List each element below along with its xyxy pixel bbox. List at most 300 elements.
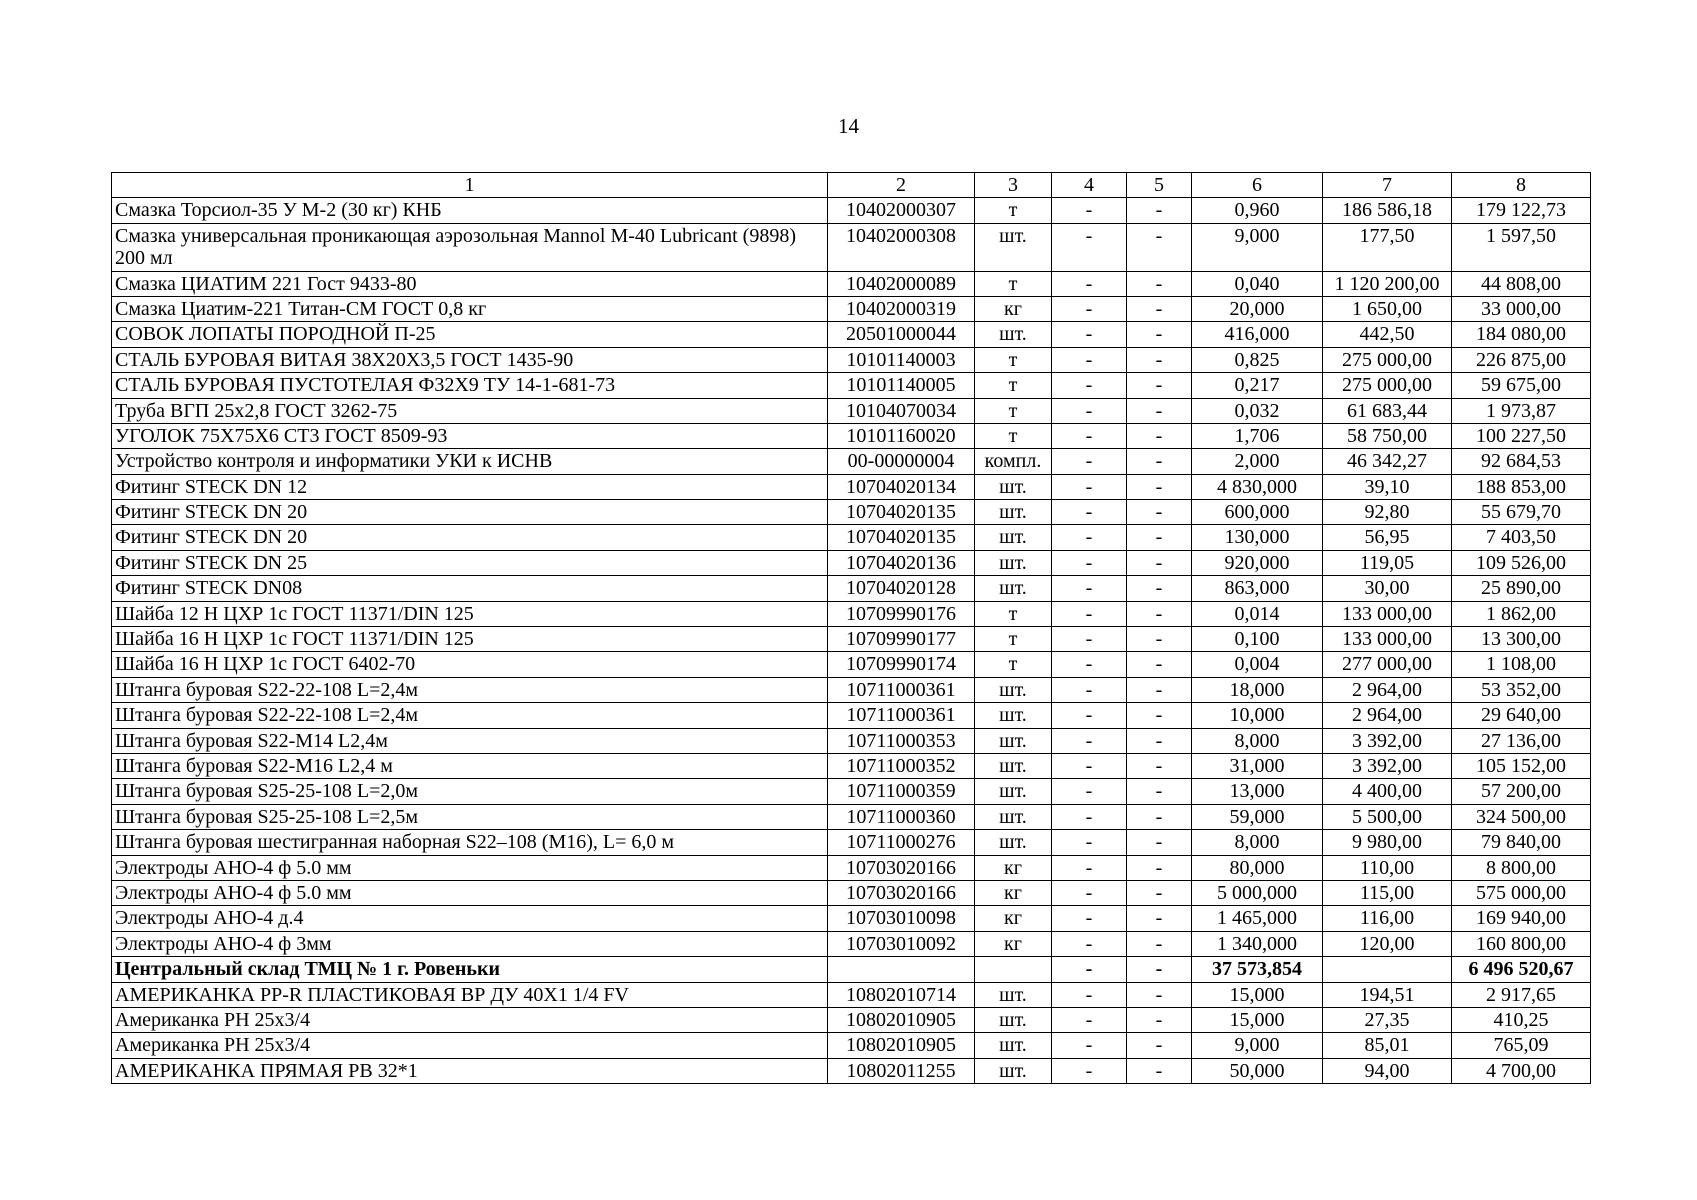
- quantity-cell: 13,000: [1192, 779, 1323, 804]
- column-5-cell: -: [1127, 830, 1192, 855]
- price-cell: 275 000,00: [1323, 373, 1452, 398]
- sum-cell: 179 122,73: [1452, 198, 1591, 223]
- item-code-cell: 10402000319: [828, 296, 975, 321]
- quantity-cell: 10,000: [1192, 703, 1323, 728]
- item-name-cell: Электроды АНО-4 ф 5.0 мм: [112, 855, 828, 880]
- price-cell: 39,10: [1323, 474, 1452, 499]
- item-code-cell: 10709990176: [828, 601, 975, 626]
- column-5-cell: -: [1127, 449, 1192, 474]
- table-row: [112, 296, 1591, 321]
- quantity-cell: 9,000: [1192, 223, 1323, 271]
- item-code-cell: 10704020128: [828, 576, 975, 601]
- item-name-cell: АМЕРИКАНКА PP-R ПЛАСТИКОВАЯ ВР ДУ 40Х1 1/4 FV: [112, 982, 828, 1007]
- column-4-cell: -: [1052, 449, 1127, 474]
- column-number-header: 7: [1323, 173, 1452, 198]
- unit-cell: шт.: [975, 804, 1052, 829]
- column-5-cell: -: [1127, 753, 1192, 778]
- price-cell: 3 392,00: [1323, 728, 1452, 753]
- table-row: [112, 728, 1591, 753]
- table-row: [112, 779, 1591, 804]
- price-cell: 9 980,00: [1323, 830, 1452, 855]
- item-name-cell: Электроды АНО-4 ф 3мм: [112, 931, 828, 956]
- quantity-cell: 31,000: [1192, 753, 1323, 778]
- price-cell: 116,00: [1323, 906, 1452, 931]
- item-name-cell: Штанга буровая S22-22-108 L=2,4м: [112, 703, 828, 728]
- unit-cell: шт.: [975, 703, 1052, 728]
- sum-cell: 1 862,00: [1452, 601, 1591, 626]
- item-code-cell: 10709990174: [828, 652, 975, 677]
- item-name-cell: Шайба 16 Н ЦХР 1с ГОСТ 6402-70: [112, 652, 828, 677]
- column-5-cell: -: [1127, 347, 1192, 372]
- item-name-cell: Штанга буровая S22-22-108 L=2,4м: [112, 677, 828, 702]
- item-name-cell: Фитинг STECK DN 12: [112, 474, 828, 499]
- column-4-cell: -: [1052, 728, 1127, 753]
- sum-cell: 160 800,00: [1452, 931, 1591, 956]
- item-name-cell: АМЕРИКАНКА ПРЯМАЯ РВ 32*1: [112, 1058, 828, 1083]
- price-cell: 115,00: [1323, 880, 1452, 905]
- sum-cell: 57 200,00: [1452, 779, 1591, 804]
- price-cell: 133 000,00: [1323, 627, 1452, 652]
- column-5-cell: -: [1127, 198, 1192, 223]
- item-name-cell: Штанга буровая S25-25-108 L=2,0м: [112, 779, 828, 804]
- column-4-cell: -: [1052, 1007, 1127, 1032]
- column-5-cell: -: [1127, 804, 1192, 829]
- column-4-cell: -: [1052, 627, 1127, 652]
- column-number-header: 5: [1127, 173, 1192, 198]
- column-5-cell: -: [1127, 1058, 1192, 1083]
- item-code-cell: 10402000308: [828, 223, 975, 271]
- column-5-cell: -: [1127, 1007, 1192, 1032]
- item-name-cell: Штанга буровая S22-M16 L2,4 м: [112, 753, 828, 778]
- table-row: [112, 198, 1591, 223]
- column-4-cell: -: [1052, 1033, 1127, 1058]
- table-row: [112, 449, 1591, 474]
- item-name-cell: Труба ВГП 25х2,8 ГОСТ 3262-75: [112, 398, 828, 423]
- page-number: 14: [838, 114, 859, 138]
- sum-cell: 4 700,00: [1452, 1058, 1591, 1083]
- column-5-cell: -: [1127, 550, 1192, 575]
- column-4-cell: -: [1052, 296, 1127, 321]
- column-5-cell: -: [1127, 1033, 1192, 1058]
- unit-cell: т: [975, 398, 1052, 423]
- quantity-cell: 0,825: [1192, 347, 1323, 372]
- unit-cell: т: [975, 652, 1052, 677]
- quantity-cell: 4 830,000: [1192, 474, 1323, 499]
- table-row: [112, 804, 1591, 829]
- price-cell: 27,35: [1323, 1007, 1452, 1032]
- sum-cell: 109 526,00: [1452, 550, 1591, 575]
- column-4-cell: -: [1052, 753, 1127, 778]
- table-row: [112, 753, 1591, 778]
- sum-cell: 92 684,53: [1452, 449, 1591, 474]
- unit-cell: [975, 957, 1052, 982]
- quantity-cell: 59,000: [1192, 804, 1323, 829]
- column-4-cell: -: [1052, 223, 1127, 271]
- column-5-cell: -: [1127, 398, 1192, 423]
- item-code-cell: 10704020135: [828, 525, 975, 550]
- item-code-cell: 10703020166: [828, 880, 975, 905]
- unit-cell: шт.: [975, 322, 1052, 347]
- sum-cell: 324 500,00: [1452, 804, 1591, 829]
- item-code-cell: 10104070034: [828, 398, 975, 423]
- quantity-cell: 37 573,854: [1192, 957, 1323, 982]
- item-name-cell: Смазка ЦИАТИМ 221 Гост 9433-80: [112, 271, 828, 296]
- price-cell: 1 650,00: [1323, 296, 1452, 321]
- column-5-cell: -: [1127, 576, 1192, 601]
- table-row: [112, 830, 1591, 855]
- table-row: [112, 677, 1591, 702]
- price-cell: 61 683,44: [1323, 398, 1452, 423]
- item-code-cell: 10802011255: [828, 1058, 975, 1083]
- item-name-cell: Шайба 16 Н ЦХР 1с ГОСТ 11371/DIN 125: [112, 627, 828, 652]
- column-5-cell: -: [1127, 322, 1192, 347]
- column-5-cell: -: [1127, 601, 1192, 626]
- price-cell: [1323, 957, 1452, 982]
- item-code-cell: 10402000089: [828, 271, 975, 296]
- item-code-cell: 10101140003: [828, 347, 975, 372]
- price-cell: 277 000,00: [1323, 652, 1452, 677]
- item-name-cell: Штанга буровая S22-М14 L2,4м: [112, 728, 828, 753]
- column-4-cell: -: [1052, 779, 1127, 804]
- sum-cell: 25 890,00: [1452, 576, 1591, 601]
- column-5-cell: -: [1127, 982, 1192, 1007]
- item-code-cell: 10802010905: [828, 1007, 975, 1032]
- item-name-cell: СТАЛЬ БУРОВАЯ ПУСТОТЕЛАЯ Ф32Х9 ТУ 14-1-681-73: [112, 373, 828, 398]
- column-5-cell: -: [1127, 525, 1192, 550]
- price-cell: 5 500,00: [1323, 804, 1452, 829]
- price-cell: 194,51: [1323, 982, 1452, 1007]
- item-name-cell: Смазка Торсиол-35 У М-2 (30 кг) КНБ: [112, 198, 828, 223]
- sum-cell: 105 152,00: [1452, 753, 1591, 778]
- column-5-cell: -: [1127, 474, 1192, 499]
- item-code-cell: 10703020166: [828, 855, 975, 880]
- quantity-cell: 0,032: [1192, 398, 1323, 423]
- column-4-cell: -: [1052, 322, 1127, 347]
- column-number-header: 6: [1192, 173, 1323, 198]
- table-row: [112, 627, 1591, 652]
- sum-cell: 6 496 520,67: [1452, 957, 1591, 982]
- sum-cell: 100 227,50: [1452, 423, 1591, 448]
- item-code-cell: 10802010714: [828, 982, 975, 1007]
- item-code-cell: 00-00000004: [828, 449, 975, 474]
- price-cell: 30,00: [1323, 576, 1452, 601]
- item-code-cell: 10704020135: [828, 500, 975, 525]
- column-4-cell: -: [1052, 931, 1127, 956]
- price-cell: 442,50: [1323, 322, 1452, 347]
- column-4-cell: -: [1052, 804, 1127, 829]
- column-4-cell: -: [1052, 982, 1127, 1007]
- price-cell: 2 964,00: [1323, 677, 1452, 702]
- quantity-cell: 1 465,000: [1192, 906, 1323, 931]
- item-code-cell: 20501000044: [828, 322, 975, 347]
- sum-cell: 33 000,00: [1452, 296, 1591, 321]
- sum-cell: 410,25: [1452, 1007, 1591, 1032]
- unit-cell: шт.: [975, 677, 1052, 702]
- item-code-cell: 10704020136: [828, 550, 975, 575]
- price-cell: 58 750,00: [1323, 423, 1452, 448]
- table-row: [112, 223, 1591, 271]
- item-code-cell: 10711000352: [828, 753, 975, 778]
- unit-cell: т: [975, 423, 1052, 448]
- sum-cell: 1 597,50: [1452, 223, 1591, 271]
- price-cell: 94,00: [1323, 1058, 1452, 1083]
- table-row: [112, 931, 1591, 956]
- table-row: [112, 652, 1591, 677]
- price-cell: 177,50: [1323, 223, 1452, 271]
- table-row: [112, 982, 1591, 1007]
- table-row: [112, 855, 1591, 880]
- unit-cell: шт.: [975, 525, 1052, 550]
- unit-cell: компл.: [975, 449, 1052, 474]
- table-row: [112, 906, 1591, 931]
- column-5-cell: -: [1127, 373, 1192, 398]
- quantity-cell: 0,960: [1192, 198, 1323, 223]
- item-code-cell: 10101160020: [828, 423, 975, 448]
- column-5-cell: -: [1127, 500, 1192, 525]
- item-code-cell: 10711000353: [828, 728, 975, 753]
- unit-cell: т: [975, 198, 1052, 223]
- item-name-cell: Смазка универсальная проникающая аэрозольная Mannol M-40 Lubricant (9898) 200 мл: [112, 223, 828, 271]
- unit-cell: шт.: [975, 982, 1052, 1007]
- price-cell: 110,00: [1323, 855, 1452, 880]
- column-4-cell: -: [1052, 576, 1127, 601]
- sum-cell: 1 108,00: [1452, 652, 1591, 677]
- item-name-cell: Штанга буровая шестигранная наборная S22–108 (M16), L= 6,0 м: [112, 830, 828, 855]
- price-cell: 56,95: [1323, 525, 1452, 550]
- sum-cell: 29 640,00: [1452, 703, 1591, 728]
- column-5-cell: -: [1127, 957, 1192, 982]
- column-5-cell: -: [1127, 703, 1192, 728]
- item-name-cell: СОВОК ЛОПАТЫ ПОРОДНОЙ П-25: [112, 322, 828, 347]
- quantity-cell: 8,000: [1192, 728, 1323, 753]
- item-code-cell: 10703010092: [828, 931, 975, 956]
- quantity-cell: 0,100: [1192, 627, 1323, 652]
- column-4-cell: -: [1052, 855, 1127, 880]
- table-row: [112, 347, 1591, 372]
- sum-cell: 27 136,00: [1452, 728, 1591, 753]
- item-name-cell: Фитинг STECK DN08: [112, 576, 828, 601]
- column-4-cell: -: [1052, 703, 1127, 728]
- price-cell: 3 392,00: [1323, 753, 1452, 778]
- column-number-header: 2: [828, 173, 975, 198]
- quantity-cell: 1,706: [1192, 423, 1323, 448]
- unit-cell: т: [975, 373, 1052, 398]
- item-code-cell: [828, 957, 975, 982]
- unit-cell: шт.: [975, 1007, 1052, 1032]
- column-4-cell: -: [1052, 677, 1127, 702]
- column-4-cell: -: [1052, 500, 1127, 525]
- unit-cell: шт.: [975, 1033, 1052, 1058]
- price-cell: 275 000,00: [1323, 347, 1452, 372]
- sum-cell: 7 403,50: [1452, 525, 1591, 550]
- unit-cell: шт.: [975, 1058, 1052, 1083]
- item-name-cell: Штанга буровая S25-25-108 L=2,5м: [112, 804, 828, 829]
- quantity-cell: 2,000: [1192, 449, 1323, 474]
- column-4-cell: -: [1052, 525, 1127, 550]
- quantity-cell: 920,000: [1192, 550, 1323, 575]
- table-row: [112, 474, 1591, 499]
- column-5-cell: -: [1127, 677, 1192, 702]
- item-name-cell: Электроды АНО-4 ф 5.0 мм: [112, 880, 828, 905]
- item-code-cell: 10711000276: [828, 830, 975, 855]
- item-code-cell: 10711000360: [828, 804, 975, 829]
- unit-cell: кг: [975, 931, 1052, 956]
- quantity-cell: 80,000: [1192, 855, 1323, 880]
- unit-cell: шт.: [975, 223, 1052, 271]
- quantity-cell: 8,000: [1192, 830, 1323, 855]
- unit-cell: шт.: [975, 779, 1052, 804]
- column-5-cell: -: [1127, 728, 1192, 753]
- quantity-cell: 50,000: [1192, 1058, 1323, 1083]
- table-row: [112, 423, 1591, 448]
- table-row: [112, 880, 1591, 905]
- table-row: [112, 601, 1591, 626]
- column-4-cell: -: [1052, 398, 1127, 423]
- column-4-cell: -: [1052, 271, 1127, 296]
- unit-cell: шт.: [975, 728, 1052, 753]
- table-row: [112, 322, 1591, 347]
- quantity-cell: 15,000: [1192, 1007, 1323, 1032]
- column-number-header: 3: [975, 173, 1052, 198]
- column-5-cell: -: [1127, 880, 1192, 905]
- quantity-cell: 600,000: [1192, 500, 1323, 525]
- column-4-cell: -: [1052, 474, 1127, 499]
- unit-cell: т: [975, 601, 1052, 626]
- unit-cell: кг: [975, 855, 1052, 880]
- unit-cell: кг: [975, 296, 1052, 321]
- column-4-cell: -: [1052, 830, 1127, 855]
- item-name-cell: Устройство контроля и информатики УКИ к ИСНВ: [112, 449, 828, 474]
- quantity-cell: 18,000: [1192, 677, 1323, 702]
- table-row: [112, 500, 1591, 525]
- column-4-cell: -: [1052, 880, 1127, 905]
- sum-cell: 59 675,00: [1452, 373, 1591, 398]
- item-code-cell: 10711000359: [828, 779, 975, 804]
- table-row: [112, 550, 1591, 575]
- item-code-cell: 10402000307: [828, 198, 975, 223]
- item-name-cell: Смазка Циатим-221 Титан-СМ ГОСТ 0,8 кг: [112, 296, 828, 321]
- warehouse-total-row: [112, 957, 1591, 982]
- price-cell: 119,05: [1323, 550, 1452, 575]
- unit-cell: т: [975, 347, 1052, 372]
- price-cell: 133 000,00: [1323, 601, 1452, 626]
- column-4-cell: -: [1052, 906, 1127, 931]
- item-code-cell: 10709990177: [828, 627, 975, 652]
- column-5-cell: -: [1127, 855, 1192, 880]
- table-row: [112, 1058, 1591, 1083]
- unit-cell: шт.: [975, 500, 1052, 525]
- quantity-cell: 20,000: [1192, 296, 1323, 321]
- sum-cell: 226 875,00: [1452, 347, 1591, 372]
- table-row: [112, 398, 1591, 423]
- table-row: [112, 525, 1591, 550]
- sum-cell: 8 800,00: [1452, 855, 1591, 880]
- sum-cell: 184 080,00: [1452, 322, 1591, 347]
- table-row: [112, 576, 1591, 601]
- unit-cell: шт.: [975, 753, 1052, 778]
- quantity-cell: 15,000: [1192, 982, 1323, 1007]
- column-4-cell: -: [1052, 652, 1127, 677]
- item-name-cell: СТАЛЬ БУРОВАЯ ВИТАЯ 38Х20Х3,5 ГОСТ 1435-90: [112, 347, 828, 372]
- column-4-cell: -: [1052, 198, 1127, 223]
- price-cell: 120,00: [1323, 931, 1452, 956]
- price-cell: 85,01: [1323, 1033, 1452, 1058]
- quantity-cell: 416,000: [1192, 322, 1323, 347]
- unit-cell: шт.: [975, 830, 1052, 855]
- column-4-cell: -: [1052, 550, 1127, 575]
- item-name-cell: Фитинг STECK DN 25: [112, 550, 828, 575]
- price-cell: 186 586,18: [1323, 198, 1452, 223]
- quantity-cell: 5 000,000: [1192, 880, 1323, 905]
- item-name-cell: Американка PH 25x3/4: [112, 1033, 828, 1058]
- column-4-cell: -: [1052, 957, 1127, 982]
- column-number-header: 4: [1052, 173, 1127, 198]
- quantity-cell: 9,000: [1192, 1033, 1323, 1058]
- item-code-cell: 10711000361: [828, 677, 975, 702]
- sum-cell: 1 973,87: [1452, 398, 1591, 423]
- quantity-cell: 130,000: [1192, 525, 1323, 550]
- unit-cell: шт.: [975, 576, 1052, 601]
- quantity-cell: 863,000: [1192, 576, 1323, 601]
- quantity-cell: 0,217: [1192, 373, 1323, 398]
- column-4-cell: -: [1052, 423, 1127, 448]
- item-name-cell: Фитинг STECK DN 20: [112, 525, 828, 550]
- column-5-cell: -: [1127, 223, 1192, 271]
- column-5-cell: -: [1127, 652, 1192, 677]
- price-cell: 46 342,27: [1323, 449, 1452, 474]
- sum-cell: 79 840,00: [1452, 830, 1591, 855]
- item-name-cell: Фитинг STECK DN 20: [112, 500, 828, 525]
- sum-cell: 575 000,00: [1452, 880, 1591, 905]
- sum-cell: 765,09: [1452, 1033, 1591, 1058]
- sum-cell: 169 940,00: [1452, 906, 1591, 931]
- inventory-table: [111, 172, 1591, 1084]
- column-number-header: 1: [112, 173, 828, 198]
- unit-cell: т: [975, 627, 1052, 652]
- sum-cell: 53 352,00: [1452, 677, 1591, 702]
- table-row: [112, 1033, 1591, 1058]
- column-5-cell: -: [1127, 423, 1192, 448]
- item-code-cell: 10101140005: [828, 373, 975, 398]
- item-code-cell: 10711000361: [828, 703, 975, 728]
- column-5-cell: -: [1127, 931, 1192, 956]
- sum-cell: 55 679,70: [1452, 500, 1591, 525]
- unit-cell: шт.: [975, 474, 1052, 499]
- column-4-cell: -: [1052, 601, 1127, 626]
- item-name-cell: Американка PH 25x3/4: [112, 1007, 828, 1032]
- item-name-cell: УГОЛОК 75Х75Х6 СТ3 ГОСТ 8509-93: [112, 423, 828, 448]
- sum-cell: 188 853,00: [1452, 474, 1591, 499]
- quantity-cell: 1 340,000: [1192, 931, 1323, 956]
- quantity-cell: 0,040: [1192, 271, 1323, 296]
- table-row: [112, 373, 1591, 398]
- price-cell: 4 400,00: [1323, 779, 1452, 804]
- column-4-cell: -: [1052, 373, 1127, 398]
- item-name-cell: Шайба 12 Н ЦХР 1с ГОСТ 11371/DIN 125: [112, 601, 828, 626]
- price-cell: 92,80: [1323, 500, 1452, 525]
- unit-cell: кг: [975, 906, 1052, 931]
- unit-cell: т: [975, 271, 1052, 296]
- column-4-cell: -: [1052, 1058, 1127, 1083]
- item-code-cell: 10704020134: [828, 474, 975, 499]
- item-code-cell: 10703010098: [828, 906, 975, 931]
- column-4-cell: -: [1052, 347, 1127, 372]
- table-row: [112, 271, 1591, 296]
- sum-cell: 44 808,00: [1452, 271, 1591, 296]
- price-cell: 2 964,00: [1323, 703, 1452, 728]
- item-name-cell: Электроды АНО-4 д.4: [112, 906, 828, 931]
- table-row: [112, 1007, 1591, 1032]
